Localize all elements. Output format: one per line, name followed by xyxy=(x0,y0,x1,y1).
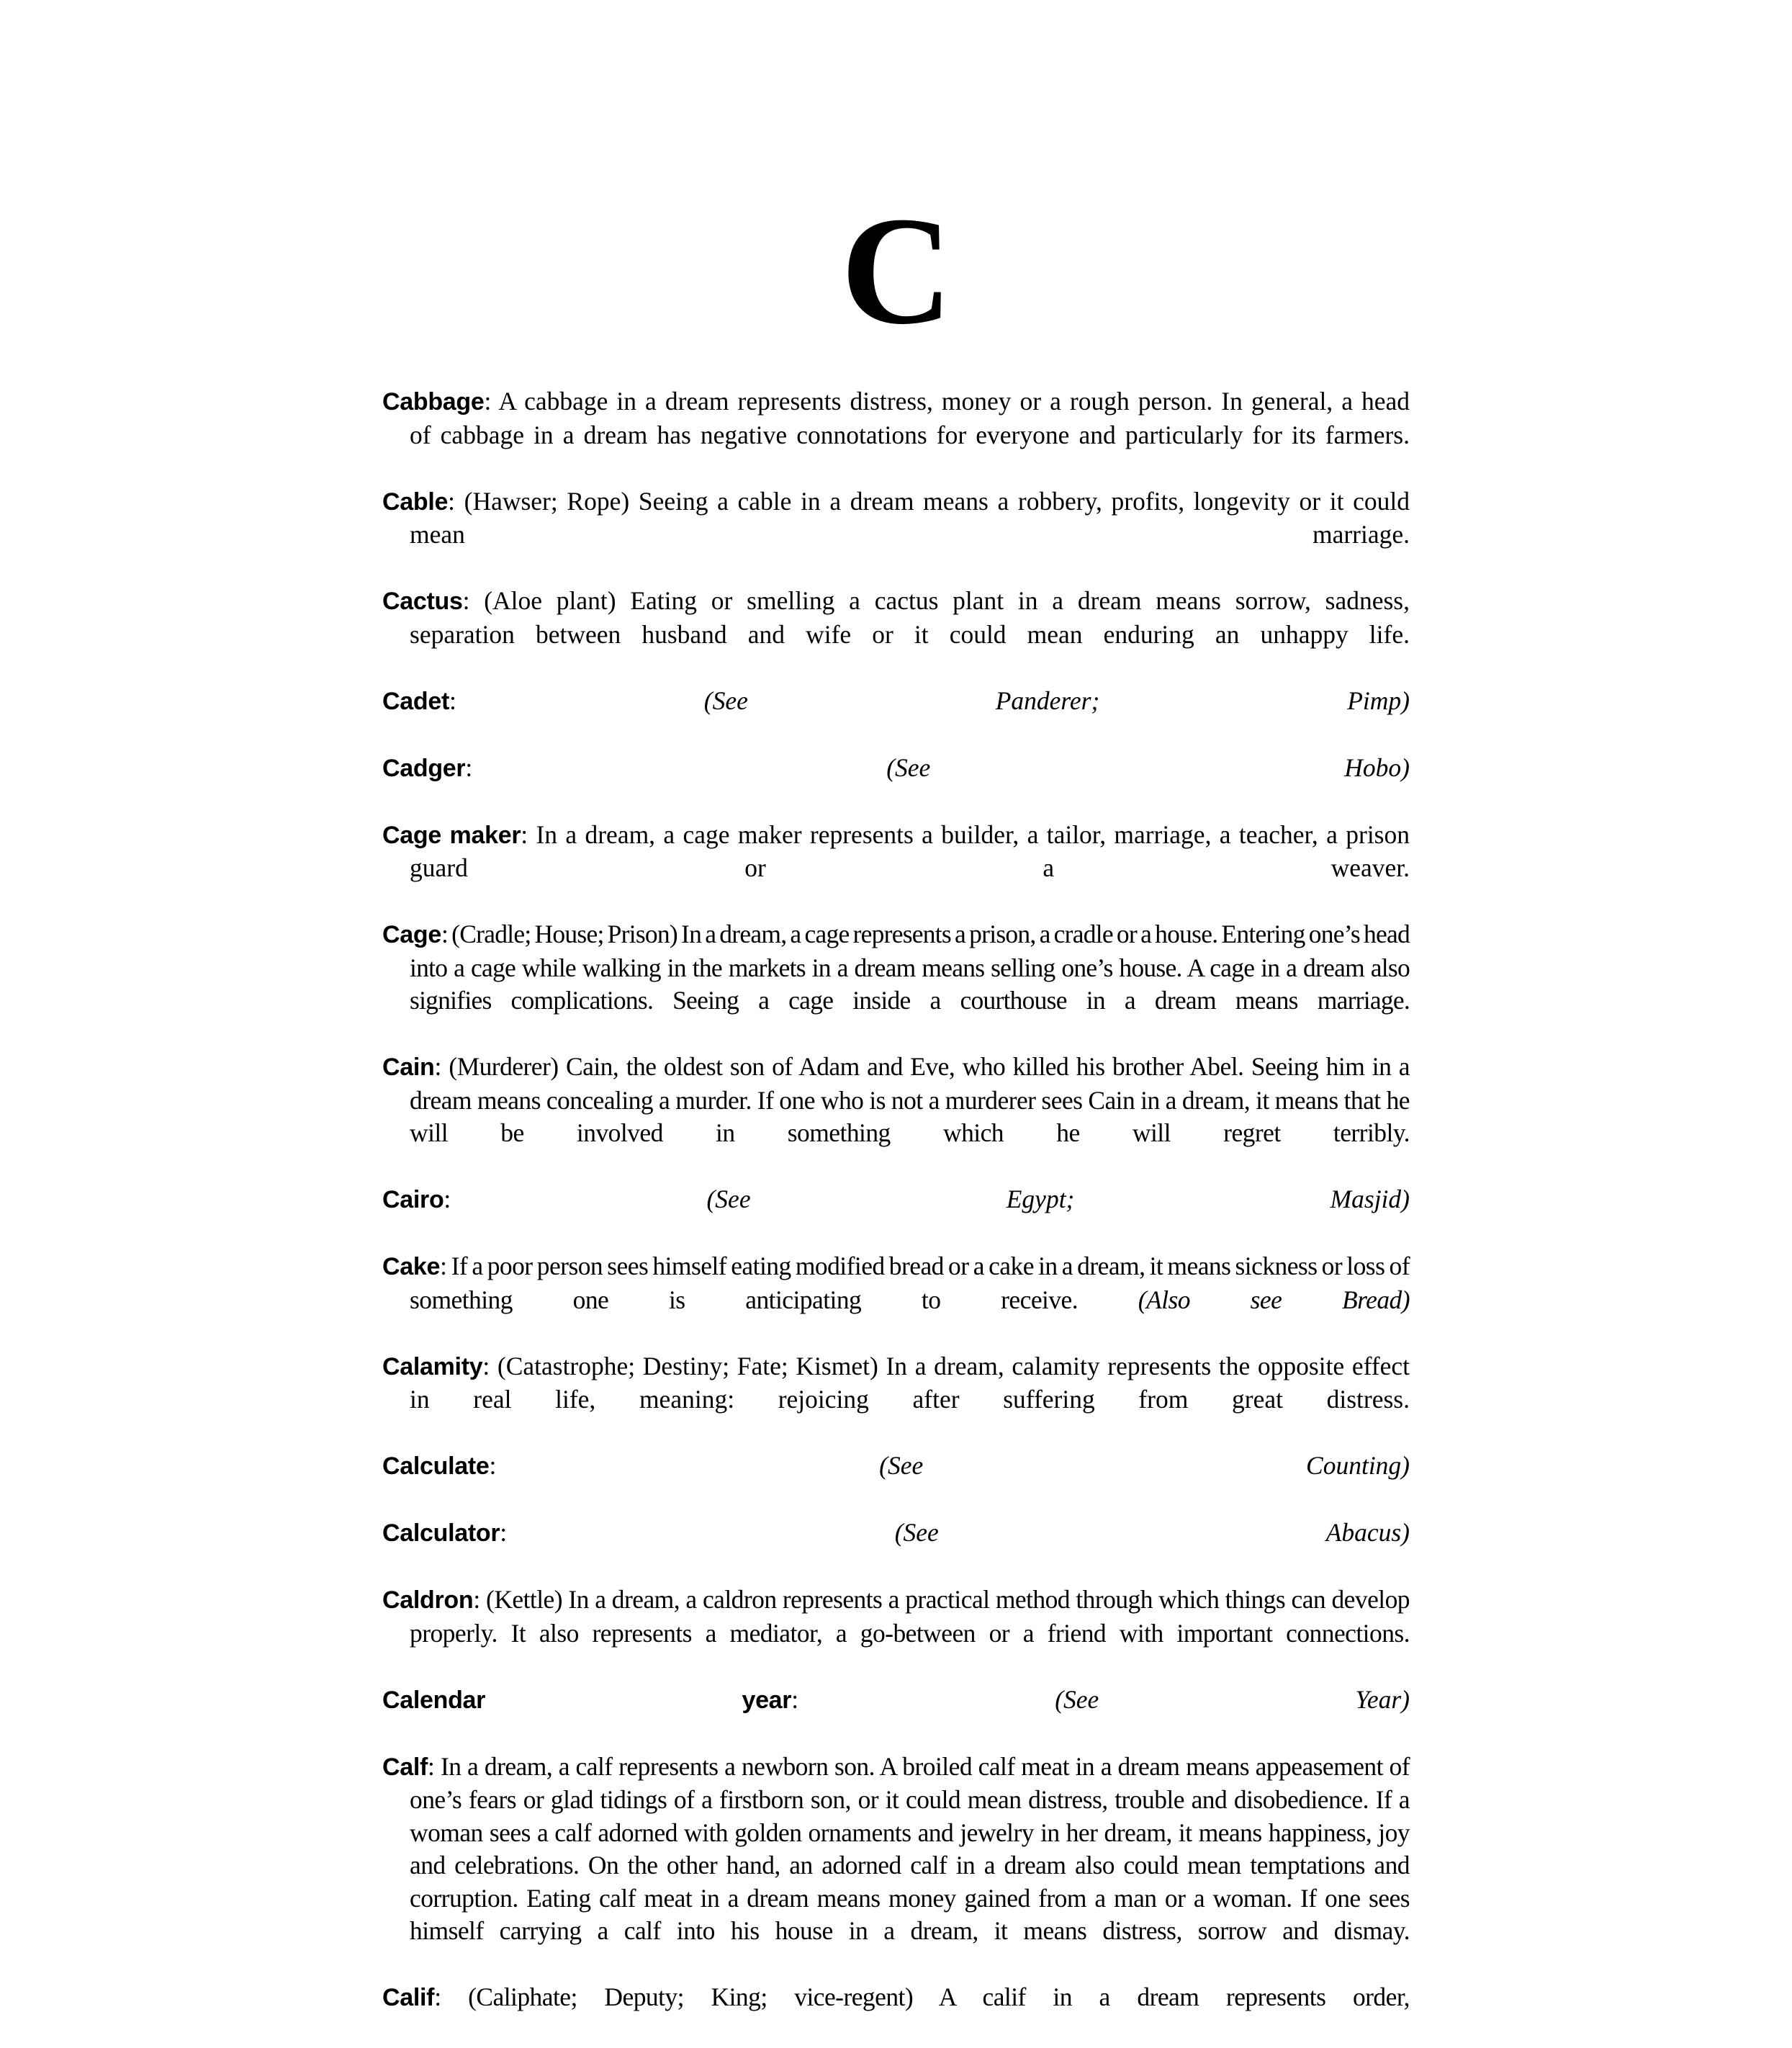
entry-body xyxy=(507,1518,895,1547)
entry-separator: : xyxy=(791,1684,799,1714)
entry-cross-reference: (See Counting) xyxy=(879,1451,1410,1480)
dictionary-entry xyxy=(382,1684,1410,1750)
dictionary-entry xyxy=(382,1250,1410,1349)
dictionary-entry xyxy=(382,385,1410,485)
dictionary-entry xyxy=(382,918,1410,1050)
entry-headword: Cage maker xyxy=(382,821,521,849)
entry-headword: Cactus xyxy=(382,588,463,615)
entry-body xyxy=(496,1451,879,1480)
entry-headword: Cairo xyxy=(382,1186,444,1213)
entry-separator: : xyxy=(521,819,528,849)
dictionary-entry xyxy=(382,1350,1410,1450)
entry-separator: : xyxy=(440,1252,447,1280)
entry-cross-reference: (See Egypt; Masjid) xyxy=(706,1185,1410,1213)
entry-headword: Calf xyxy=(382,1753,428,1781)
entry-separator: : xyxy=(465,753,473,782)
entries-column xyxy=(382,385,1410,2048)
entry-cross-reference: (See Panderer; Pimp) xyxy=(703,686,1410,715)
entry-body: (Hawser; Rope) Seeing a cable in a dream means a robbery, profits, longevity or it could mean marriage. xyxy=(410,486,1410,549)
entry-separator: : xyxy=(444,1185,451,1213)
entry-body: A cabbage in a dream represents distress, money or a rough person. In general, a head of cabbage in a dream has negative connotations for everyone and particularly for its farmers. xyxy=(410,387,1410,449)
entry-headword: Cabbage xyxy=(382,388,485,416)
entry-separator: : xyxy=(489,1451,497,1480)
entry-headword: Calamity xyxy=(382,1352,483,1380)
entry-body: In a dream, a cage maker represents a builder, a tailor, marriage, a teacher, a prison guard or a weaver. xyxy=(410,819,1410,882)
dictionary-entry xyxy=(382,1517,1410,1583)
dictionary-entry xyxy=(382,1051,1410,1182)
entry-body: (Aloe plant) Eating or smelling a cactus plant in a dream means sorrow, sadness, separation between husband and wife or it could mean enduring an unhappy life. xyxy=(410,586,1410,649)
entry-separator: : xyxy=(434,1982,441,2011)
entry-headword: Caldron xyxy=(382,1586,474,1614)
dictionary-entry xyxy=(382,1450,1410,1516)
entry-headword: Cain xyxy=(382,1054,435,1081)
dictionary-entry xyxy=(382,752,1410,818)
entry-separator: : xyxy=(448,486,455,516)
entry-headword: Cage xyxy=(382,921,441,948)
entry-separator: : xyxy=(462,586,470,615)
entry-body: (Murderer) Cain, the oldest son of Adam and Eve, who killed his brother Abel. Seeing him in a dream means concealing a murder. If one who is not a murderer sees Cain in a dream, it means that he will be involved in something which he will regret terribly. xyxy=(410,1052,1410,1147)
entry-separator: : xyxy=(473,1585,480,1614)
dictionary-entry xyxy=(382,1981,1410,2047)
entry-headword: Cake xyxy=(382,1253,441,1280)
entry-body xyxy=(472,753,886,782)
entry-separator: : xyxy=(484,387,492,416)
entry-body xyxy=(798,1685,1055,1714)
entry-body: (Catastrophe; Destiny; Fate; Kismet) In a dream, calamity represents the opposite effect in real life, meaning: rejoicing after suffering from great distress. xyxy=(410,1351,1410,1414)
dictionary-entry xyxy=(382,585,1410,684)
entry-body: If a poor person sees himself eating modified bread or a cake in a dream, it means sickness or loss of something one is anticipating to receive. xyxy=(410,1252,1410,1314)
entry-separator: : xyxy=(428,1751,435,1781)
entry-headword: Calendar year xyxy=(382,1686,792,1714)
entry-headword: Calculator xyxy=(382,1519,500,1547)
entry-cross-reference: (See Year) xyxy=(1055,1684,1410,1714)
entry-body xyxy=(456,686,704,715)
dictionary-entry xyxy=(382,485,1410,585)
entry-headword: Cable xyxy=(382,488,449,516)
entry-body: (Cradle; House; Prison) In a dream, a cage represents a prison, a cradle or a house. Entering one’s head into a cage while walking in the markets in a dream means selling one’s house. A cage in a dream also signifies complications. Seeing a cage inside a courthouse in a dream means marriage. xyxy=(410,920,1410,1015)
entry-separator: : xyxy=(434,1052,441,1081)
entry-body xyxy=(451,1185,706,1213)
entry-separator: : xyxy=(449,686,456,715)
entry-separator: : xyxy=(500,1518,508,1547)
entry-body: (Caliphate; Deputy; King; vice-regent) A calif in a dream represents order, xyxy=(441,1982,1410,2011)
entry-cross-reference: (See Abacus) xyxy=(894,1518,1410,1547)
dictionary-entry xyxy=(382,1584,1410,1683)
entry-headword: Calculate xyxy=(382,1452,490,1480)
entry-cross-reference: (Also see Bread) xyxy=(1138,1285,1410,1314)
entry-body: (Kettle) In a dream, a caldron represents a practical method through which things can develop properly. It also represents a mediator, a go-between or a friend with important connections. xyxy=(410,1585,1410,1648)
entry-separator: : xyxy=(482,1351,490,1380)
chapter-letter: C xyxy=(840,184,952,356)
entry-body: In a dream, a calf represents a newborn son. A broiled calf meat in a dream means appeasement of one’s fears or glad tidings of a firstborn son, or it could mean distress, trouble and disobedience. If a woman sees a calf adorned with golden ornaments and jewelry in her dream, it means happiness, joy and celebrations. On the other hand, an adorned calf in a dream also could mean temptations and corruption. Eating calf meat in a dream means money gained from a man or a woman. If one sees himself carrying a calf into his house in a dream, it means distress, sorrow and dismay. xyxy=(410,1751,1410,1945)
dictionary-entry xyxy=(382,685,1410,751)
entry-headword: Cadger xyxy=(382,754,466,782)
entry-headword: Cadet xyxy=(382,687,449,715)
entry-separator: : xyxy=(441,920,449,948)
dictionary-entry xyxy=(382,819,1410,918)
dictionary-entry xyxy=(382,1183,1410,1249)
dictionary-entry xyxy=(382,1751,1410,1981)
entry-headword: Calif xyxy=(382,1984,435,2011)
entry-cross-reference: (See Hobo) xyxy=(886,753,1410,782)
